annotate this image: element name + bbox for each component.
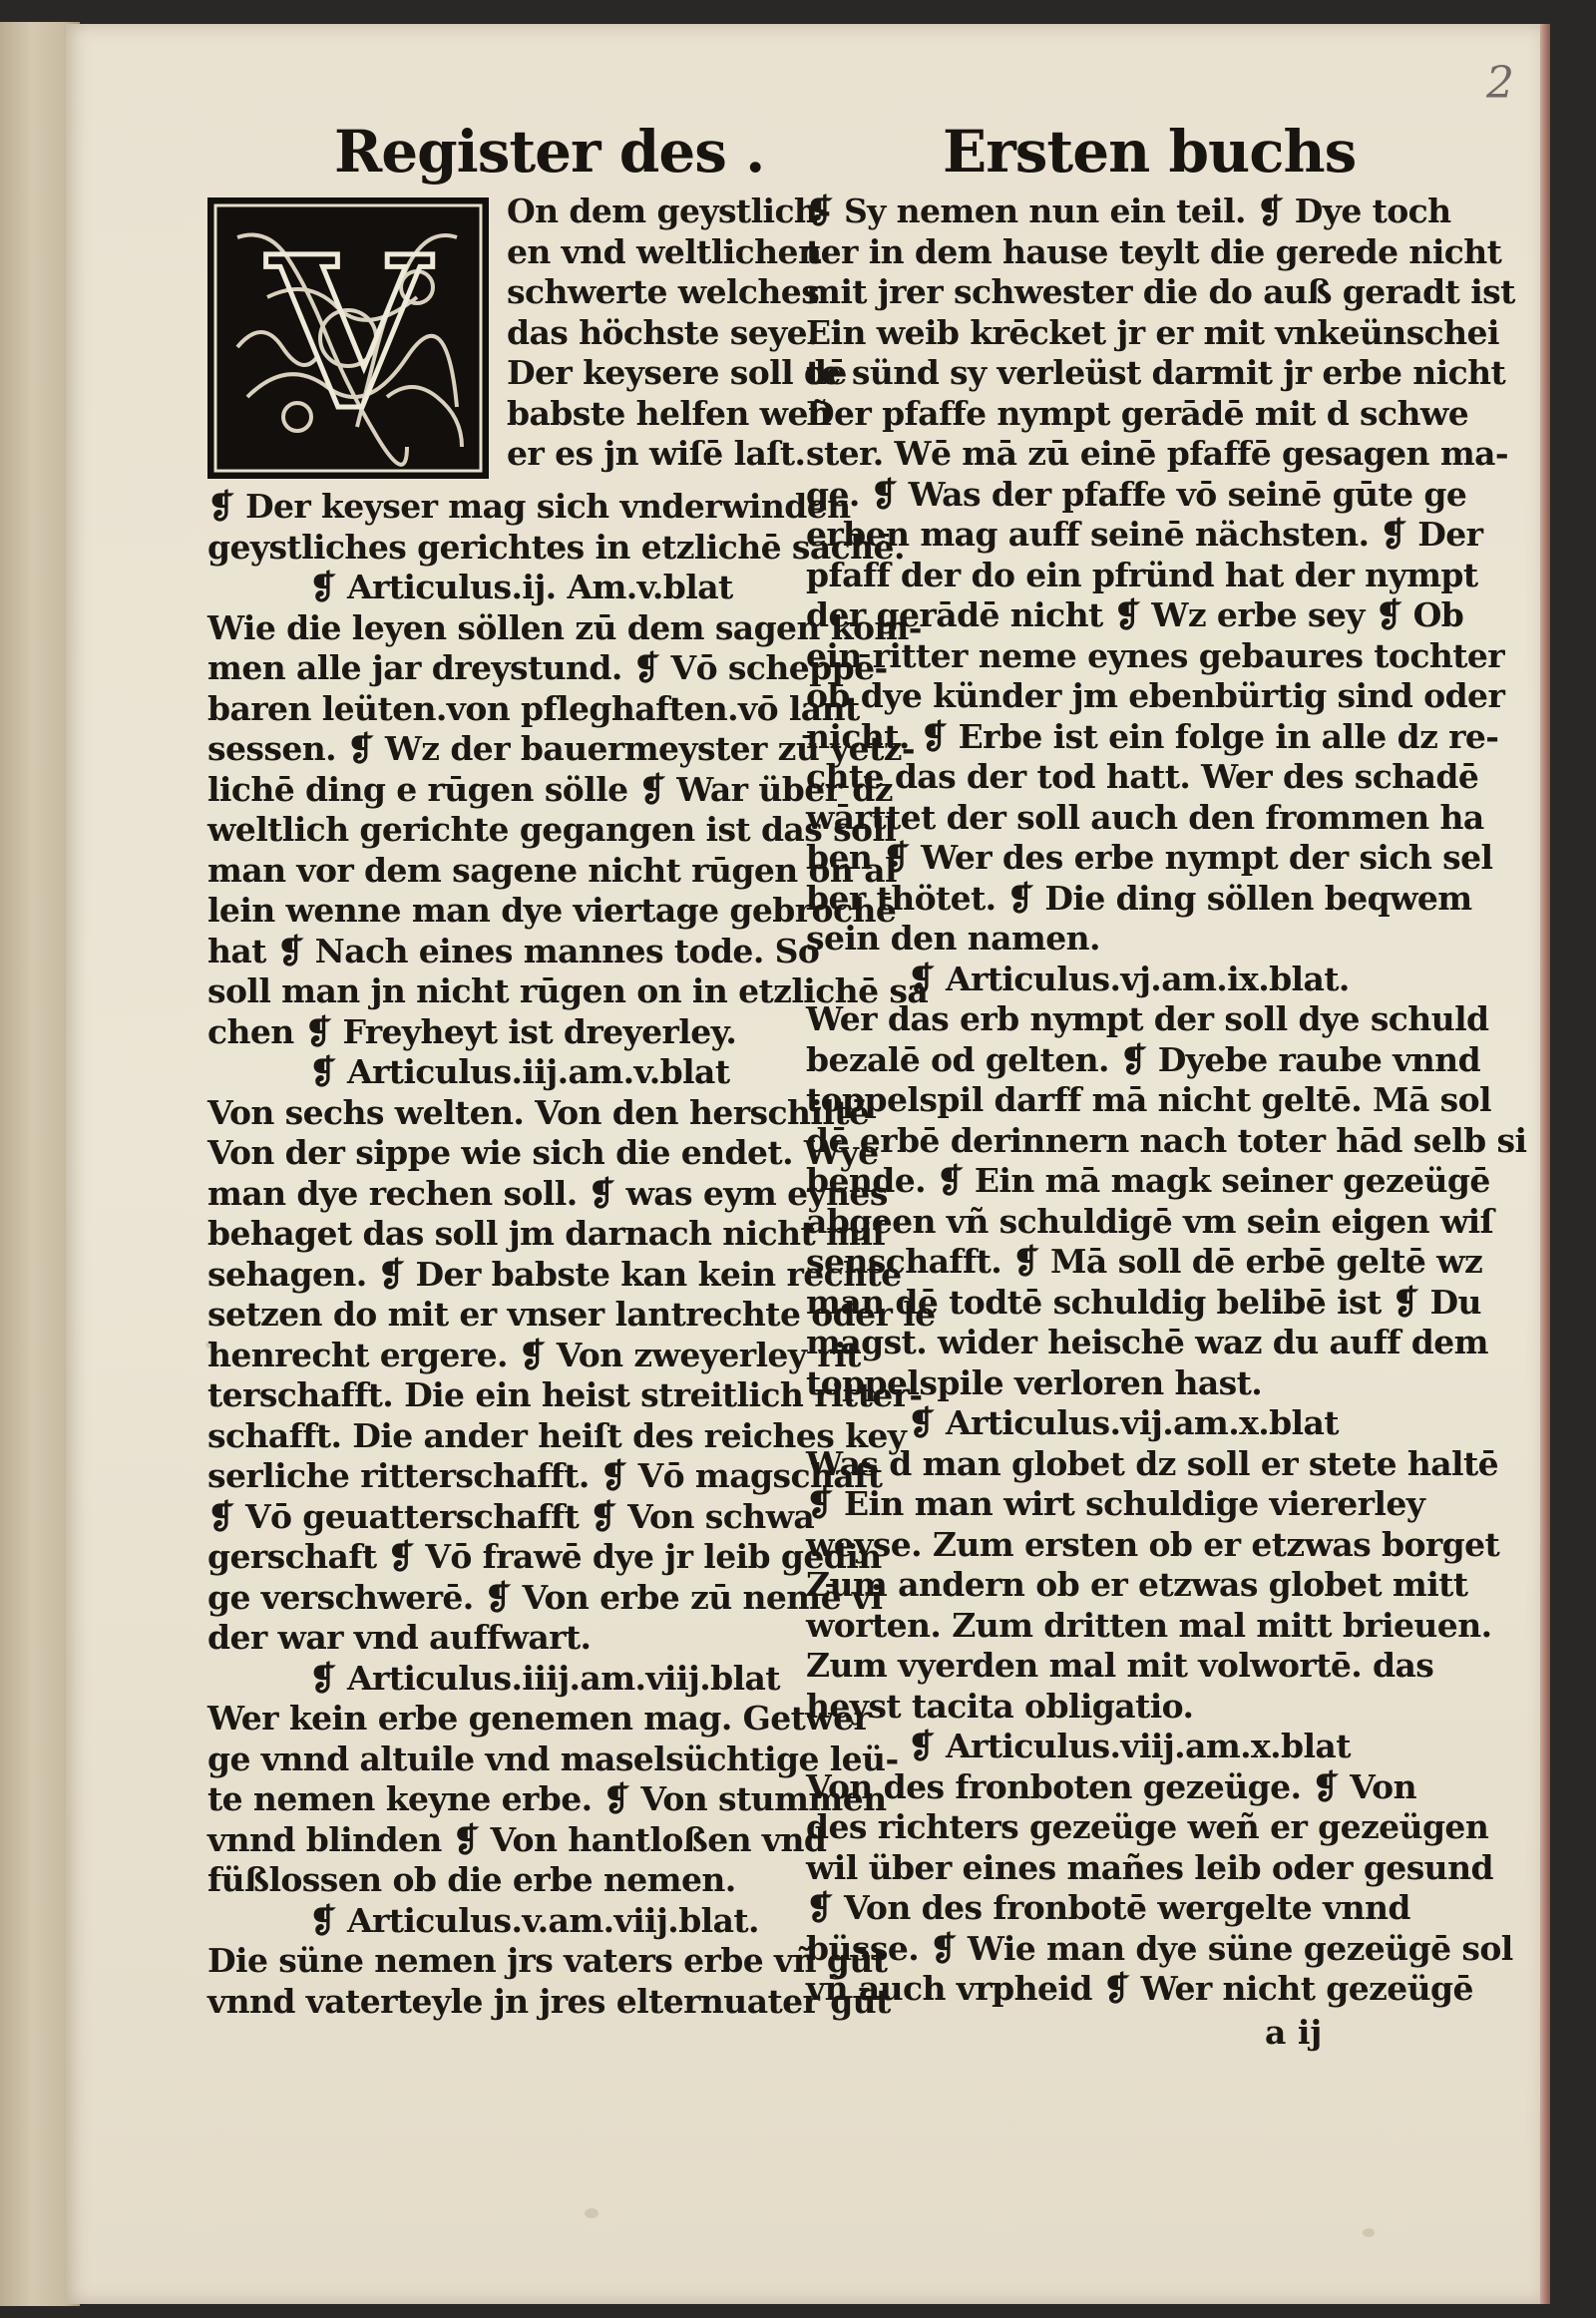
text-line: heyst tacita obligatio.: [806, 1686, 1194, 1726]
text-line: hat ❡ Nach eines mannes tode. So: [207, 931, 820, 970]
text-line: geystliches gerichtes in etzlichē sachē.: [207, 527, 905, 567]
text-line: er es jn wiſē laſt.: [507, 434, 806, 473]
text-line: ge verschwerē. ❡ Von erbe zū nemē vi: [207, 1577, 883, 1617]
paper-stain: [1363, 2228, 1375, 2237]
text-line: Zum vyerden mal mit volwortē. das: [806, 1646, 1434, 1685]
text-line: bende. ❡ Ein mā magk seiner gezeügē: [806, 1161, 1490, 1200]
text-line: wārttet der soll auch den frommen ha: [806, 797, 1484, 837]
text-line: Wie die leyen söllen zū dem sagen kom-: [207, 607, 922, 647]
right-column: [806, 192, 1527, 2010]
text-line: schafft. Die ander heiſt des reiches key: [207, 1415, 907, 1455]
text-line: chen ❡ Freyheyt ist dreyerley.: [207, 1011, 737, 1051]
text-line: magst. wider heischē waz du auff dem: [806, 1323, 1488, 1361]
text-line: büsse. ❡ Wie man dye süne gezeügē sol: [806, 1928, 1513, 1968]
text-line: nicht. ❡ Erbe ist ein folge in alle dz re-: [806, 716, 1499, 756]
text-line: füßlossen ob die erbe nemen.: [207, 1860, 736, 1899]
article-heading: ❡ Articulus.vj.am.ix.blat.: [908, 959, 1350, 998]
text-line: Zum andern ob er etzwas globet mitt: [806, 1565, 1468, 1604]
right-column-body: [806, 192, 1527, 2010]
text-line: Der keysere soll dē: [507, 353, 847, 392]
text-line: chte das der tod hatt. Wer des schadē: [806, 757, 1479, 796]
text-line: henrecht ergere. ❡ Von zweyerley rit: [207, 1335, 861, 1374]
article-heading: ❡ Articulus.vij.am.x.blat: [908, 1403, 1339, 1442]
text-line: gerschaft ❡ Vō frawē dye jr leib gedin: [207, 1537, 882, 1576]
text-line: Von des fronboten gezeüge. ❡ Von: [806, 1766, 1416, 1806]
text-line: en vnd weltlichen: [507, 231, 822, 271]
text-line: Ein weib krēcket jr er mit vnkeünschei: [806, 312, 1499, 352]
signature-mark: a ij: [1265, 2013, 1323, 2052]
text-line: vñ auch vrpheid ❡ Wer nicht gezeügē: [806, 1969, 1473, 2008]
initial-ornament-icon: [207, 197, 489, 479]
text-line: ge. ❡ Was der pfaffe vō seinē gūte ge: [806, 474, 1467, 514]
text-line: On dem geystlich-: [507, 192, 831, 230]
article-heading: ❡ Articulus.ij. Am.v.blat: [309, 568, 733, 606]
text-line: ber thötet. ❡ Die ding söllen beqwem: [806, 878, 1472, 918]
text-line: ster. Wē mā zū einē pfaffē gesagen ma-: [806, 434, 1509, 473]
text-line: sein den namen.: [806, 919, 1100, 958]
left-column: [207, 192, 936, 2022]
text-line: Wer das erb nympt der soll dye schuld: [806, 999, 1489, 1038]
article-heading: ❡ Articulus.viij.am.x.blat: [908, 1727, 1351, 1765]
text-line: lein wenne man dye viertage gebrochē: [207, 891, 897, 930]
running-head-left: Register des .: [334, 118, 765, 186]
text-line: Was d man globet dz soll er stete haltē: [806, 1443, 1499, 1483]
page-red-edge: [1540, 24, 1550, 2304]
left-column-body: [207, 487, 936, 2022]
text-line: serliche ritterschafft. ❡ Vō magschaft: [207, 1456, 883, 1495]
text-line: des richters gezeüge weñ er gezeügen: [806, 1807, 1489, 1846]
text-line: das höchste seye.: [507, 312, 818, 352]
text-line: weyse. Zum ersten ob er etzwas borget: [806, 1524, 1500, 1564]
text-line: ge vnnd altuile vnd maselsüchtige leü-: [207, 1738, 899, 1778]
text-line: worten. Zum dritten mal mitt brieuen.: [806, 1605, 1492, 1645]
text-line: te nemen keyne erbe. ❡ Von stummen: [207, 1779, 887, 1818]
text-line: der war vnd auffwart.: [207, 1618, 592, 1657]
running-head-right: Ersten buchs: [943, 118, 1357, 186]
text-line: der gerādē nicht ❡ Wz erbe sey ❡ Ob: [806, 595, 1464, 634]
text-line: sessen. ❡ Wz der bauermeyster zū yetz-: [207, 729, 915, 768]
text-line: babste helfen weñ: [507, 393, 832, 433]
text-line: Von sechs welten. Von den herschiltē: [207, 1092, 870, 1132]
text-line: vnnd vaterteyle jn jres elternuater gūt: [207, 1981, 891, 2021]
text-line: men alle jar dreystund. ❡ Vō scheppē-: [207, 648, 888, 687]
text-line: ben ❡ Wer des erbe nympt der sich sel: [806, 838, 1493, 877]
article-heading: ❡ Articulus.iij.am.v.blat: [309, 1052, 730, 1091]
text-line: bezalē od gelten. ❡ Dyebe raube vnnd: [806, 1039, 1481, 1079]
text-line: senschafft. ❡ Mā soll dē erbē geltē wz: [806, 1242, 1483, 1281]
text-line: schwerte welches: [507, 272, 820, 311]
text-line: vnnd blinden ❡ Von hantloßen vnd: [207, 1819, 827, 1859]
text-line: toppelspile verloren hast.: [806, 1362, 1263, 1402]
text-line: wil über eines mañes leib oder gesund: [806, 1847, 1493, 1887]
decorated-initial: [207, 197, 497, 487]
article-heading: ❡ Articulus.v.am.viij.blat.: [309, 1900, 759, 1940]
text-line: ❡ Der keyser mag sich vnderwinden: [207, 487, 851, 526]
svg-text:V: V: [266, 210, 430, 457]
text-line: sehagen. ❡ Der babste kan kein rechte: [207, 1254, 902, 1294]
text-line: weltlich gerichte gegangen ist das soll: [207, 810, 897, 849]
text-line: ob dye künder jm ebenbürtig sind oder: [806, 676, 1505, 715]
text-line: te sünd sy verleüst darmit jr erbe nicht: [806, 353, 1506, 392]
paper-stain: [585, 2208, 598, 2218]
text-line: erben mag auff seinē nächsten. ❡ Der: [806, 515, 1483, 554]
text-line: baren leüten.von pfleghaften.vō lant: [207, 688, 860, 728]
text-line: man vor dem sagene nicht rūgen on al: [207, 850, 897, 890]
text-line: toppelspil darff mā nicht geltē. Mā sol: [806, 1080, 1491, 1119]
text-line: Der pfaffe nympt gerādē mit d schwe: [806, 393, 1469, 433]
text-line: mit jrer schwester die do auß geradt ist: [806, 272, 1515, 311]
text-line: terschafft. Die ein heist streitlich ritter-: [207, 1375, 923, 1414]
text-line: ❡ Von des fronbotē wergelte vnnd: [806, 1888, 1410, 1927]
text-line: Von der sippe wie sich die endet. Wye: [207, 1133, 879, 1172]
text-line: pfaff der do ein pfründ hat der nympt: [806, 555, 1478, 594]
text-line: ter in dem hause teylt die gerede nicht: [806, 231, 1502, 271]
text-line: Die süne nemen jrs vaters erbe vñ gūt: [207, 1941, 888, 1980]
text-line: ❡ Ein man wirt schuldige viererley: [806, 1484, 1425, 1523]
text-line: ein ritter neme eynes gebaures tochter: [806, 635, 1505, 675]
text-line: ❡ Sy nemen nun ein teil. ❡ Dye toch: [806, 192, 1451, 230]
text-line: soll man jn nicht rūgen on in etzlichē sa: [207, 971, 929, 1010]
text-line: man dē todtē schuldig belibē ist ❡ Du: [806, 1282, 1481, 1322]
article-heading: ❡ Articulus.iiij.am.viij.blat: [309, 1658, 780, 1698]
text-line: lichē ding e rūgen sölle ❡ War über dz: [207, 769, 893, 809]
text-line: behaget das soll jm darnach nicht miſ: [207, 1214, 886, 1253]
text-line: abgeen vñ schuldigē vm sein eigen wiſ: [806, 1201, 1494, 1241]
text-line: dē erbē derinnern nach toter hād selb si: [806, 1120, 1527, 1160]
text-line: Wer kein erbe genemen mag. Getwer: [207, 1699, 871, 1738]
text-line: man dye rechen soll. ❡ was eym eynes: [207, 1173, 888, 1213]
text-line: setzen do mit er vnser lantrechte oder le: [207, 1295, 936, 1334]
text-line: ❡ Vō geuatterschafft ❡ Von schwa: [207, 1496, 815, 1536]
folio-number: 2: [1486, 58, 1514, 109]
